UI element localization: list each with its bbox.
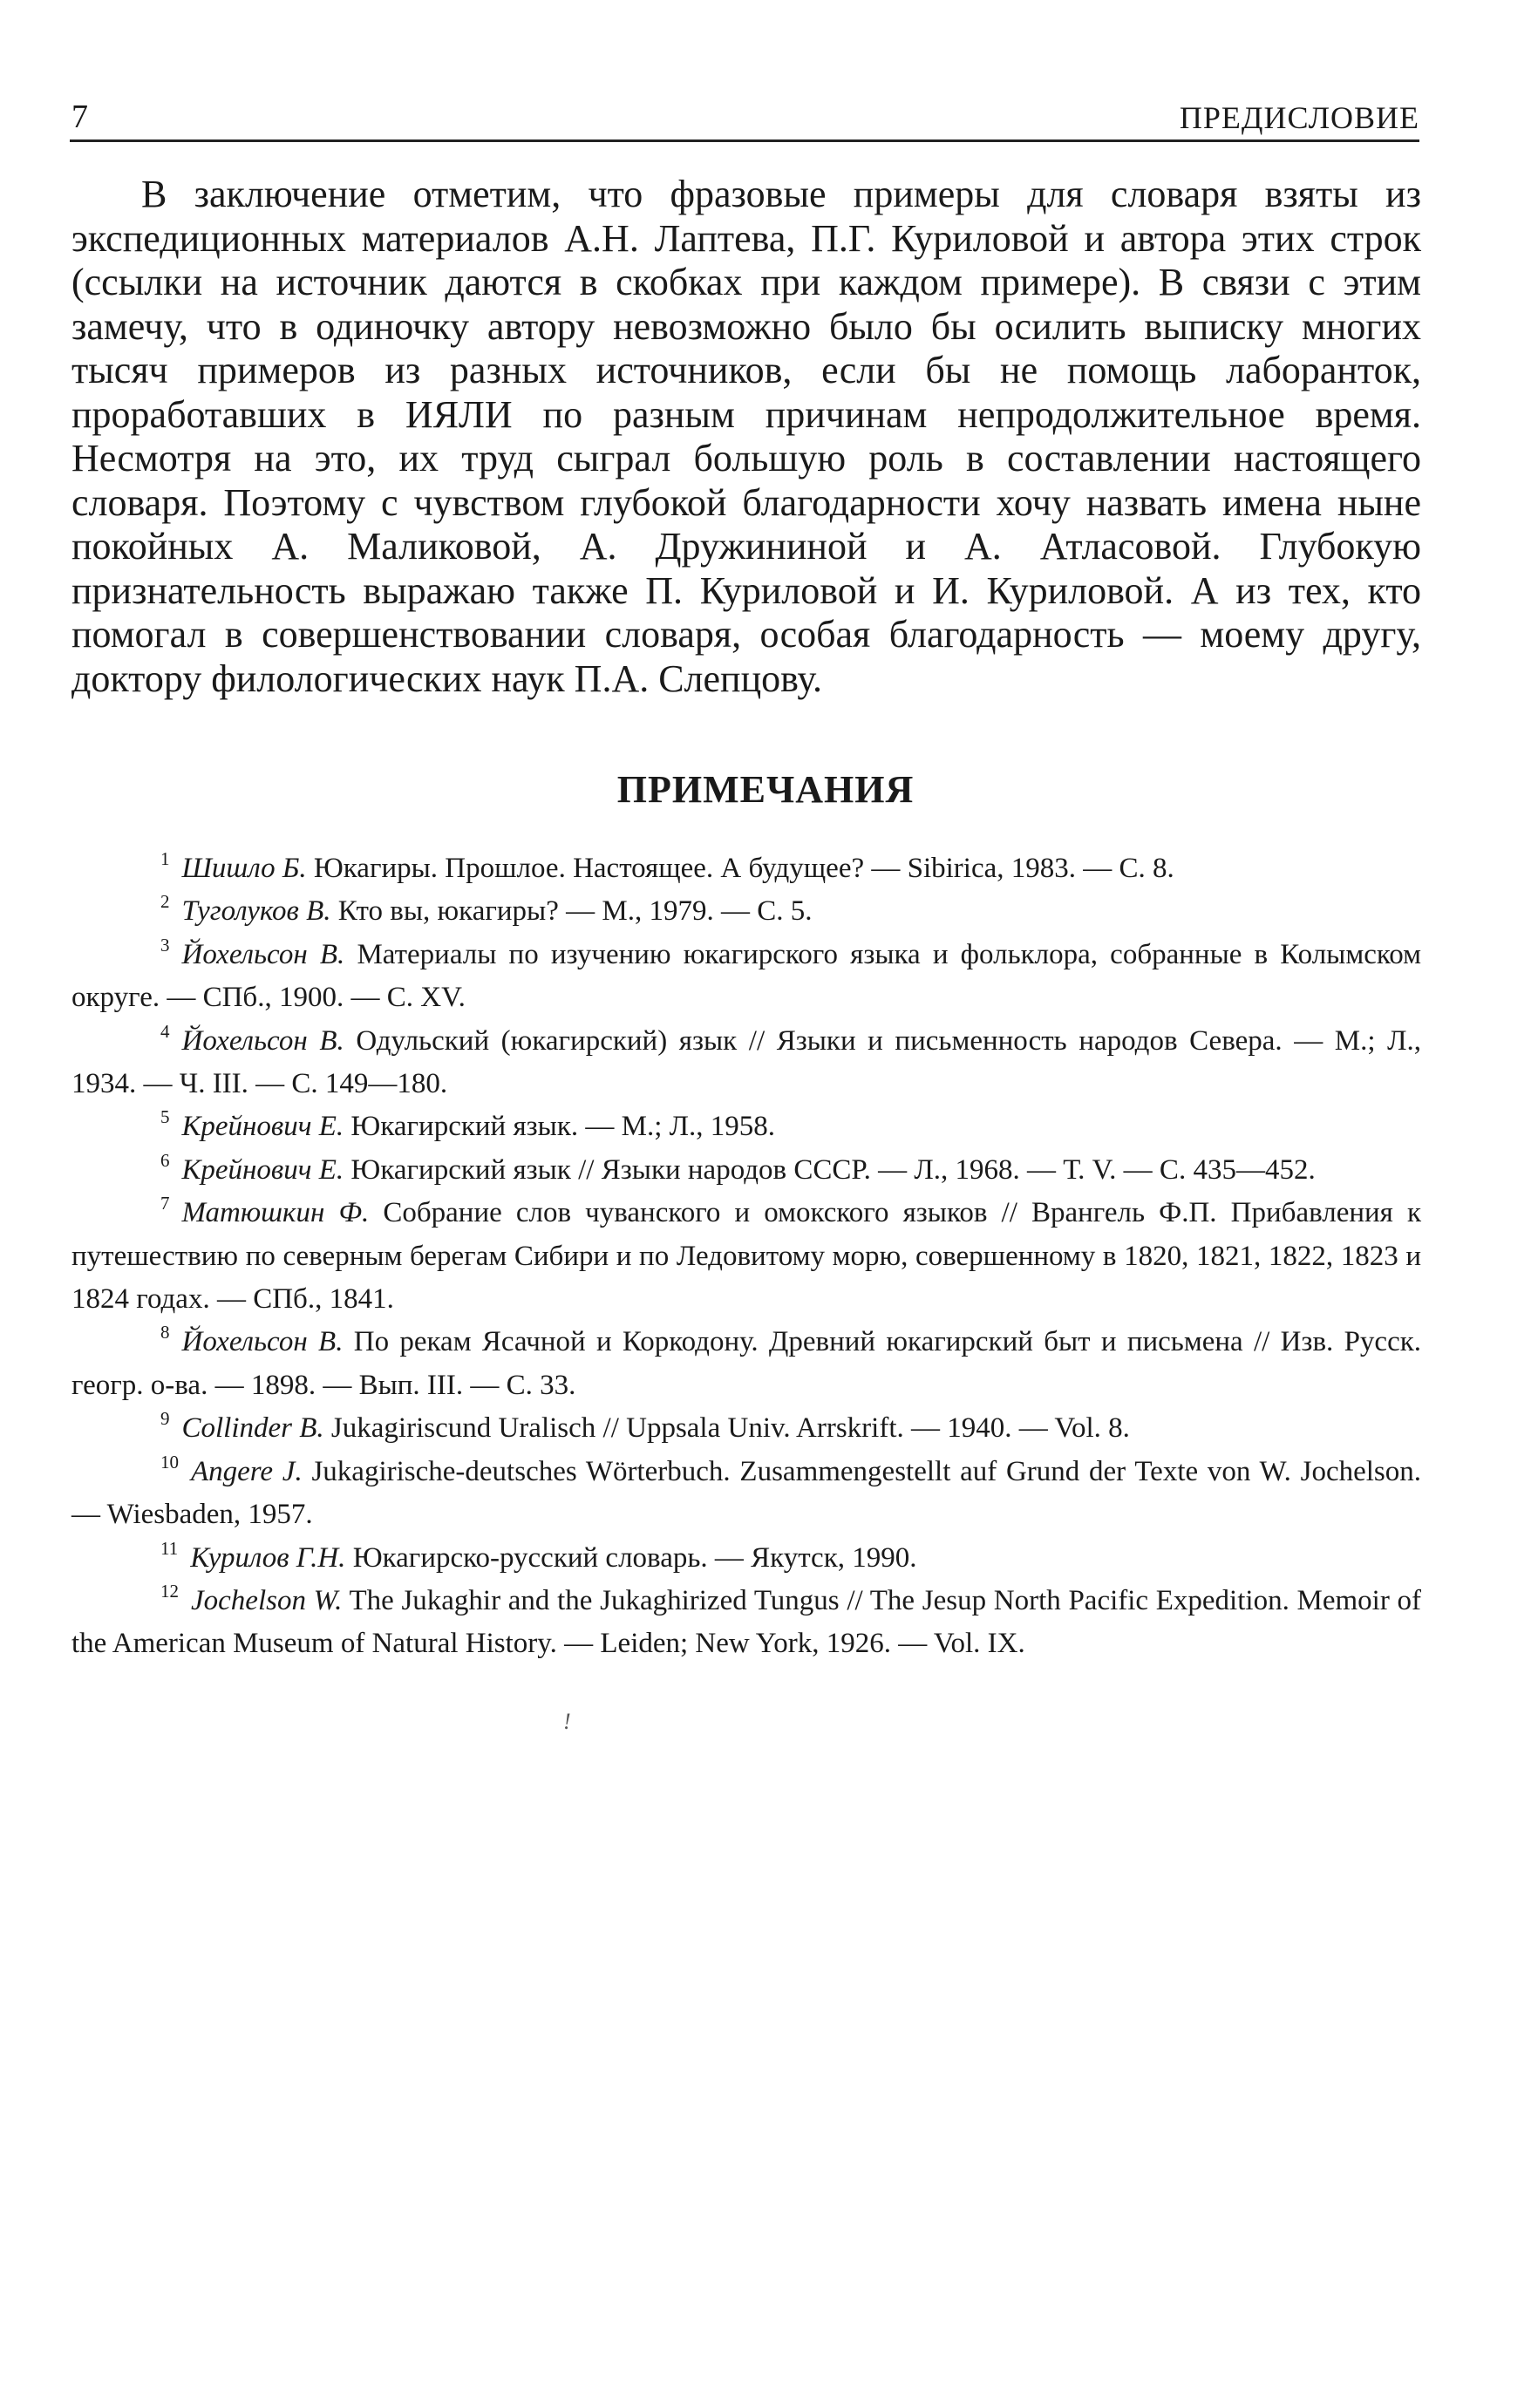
note-item — [71, 1537, 1421, 1580]
note-text: Jukagirische-deutsches Wörterbuch. Zusammengestellt auf Grund der Texte von W. Jochelson. — Wiesbaden, 1957. — [71, 1455, 1422, 1531]
note-author: Collinder B. — [181, 1412, 324, 1445]
note-author: Йохельсон В. — [181, 938, 345, 970]
note-text: Юкагирско-русский словарь. — Якутск, 1990. — [352, 1541, 917, 1574]
note-text: Юкагирский язык // Языки народов СССР. — Л., 1968. — Т. V. — С. 435—452. — [350, 1153, 1316, 1186]
note-item — [71, 934, 1421, 1020]
note-author: Матюшкин Ф. — [181, 1197, 370, 1229]
notes-heading: ПРИМЕЧАНИЯ — [616, 768, 915, 811]
note-text: Юкагирский язык. — М.; Л., 1958. — [350, 1111, 776, 1143]
note-author: Йохельсон В. — [181, 1024, 344, 1057]
notes-list — [71, 847, 1421, 1666]
note-number: 10 — [160, 1451, 179, 1473]
note-number: 4 — [160, 1020, 170, 1042]
note-item — [71, 1580, 1421, 1666]
note-item — [71, 1407, 1421, 1450]
note-number: 7 — [160, 1193, 170, 1214]
note-number: 2 — [160, 891, 170, 913]
note-number: 6 — [160, 1149, 170, 1171]
note-item — [71, 1321, 1421, 1407]
note-item — [71, 1451, 1421, 1537]
note-text: Юкагиры. Прошлое. Настоящее. А будущее? — Sibirica, 1983. — С. 8. — [313, 853, 1174, 884]
page-header — [70, 94, 1419, 142]
note-text: По рекам Ясачной и Коркодону. Древний юкагирский быт и письмена // Изв. Русск. геогр. о-ва. — 1898. — Вып. III. — С. 33. — [71, 1326, 1422, 1401]
stray-mark: ! — [563, 1709, 571, 1734]
note-item — [71, 890, 1421, 933]
note-author: Йохельсон В. — [181, 1326, 344, 1358]
note-author: Шишло Б. — [181, 853, 307, 884]
note-text: Кто вы, юкагиры? — М., 1979. — С. 5. — [337, 895, 813, 928]
note-author: Jochelson W. — [191, 1584, 343, 1616]
note-number: 5 — [160, 1106, 170, 1128]
note-author: Крейнович Е. — [181, 1153, 344, 1186]
note-text: The Jukaghir and the Jukaghirized Tungus // The Jesup North Pacific Expedition. Memoir of the American Museum of Natural History. — Leiden; New York, 1926. — Vol. IX. — [71, 1584, 1421, 1660]
body-paragraph: В заключение отметим, что фразовые примеры для словаря взяты из экспедиционных материалов А.Н. Лаптева, П.Г. Куриловой и автора этих строк (ссылки на источник даются в скобках при каждом примере). В связи с этим замечу, что в одиночку автору невозможно было бы осилить выписку многих тысяч примеров из разных источников, если бы не помощь лаборанток, проработавших в ИЯЛИ по разным причинам непродолжительное время. Несмотря на это, их труд сыграл большую роль в составлении настоящего словаря. Поэтому с чувством глубокой благодарности хочу назвать имена ныне покойных А. Маликовой, А. Дружининой и А. Атласовой. Глубокую признательность выражаю также П. Куриловой и И. Куриловой. А из тех, кто помогал в совершенствовании словаря, особая благодарность — моему другу, доктору филологических наук П.А. Слепцову. — [71, 173, 1421, 700]
note-number: 8 — [160, 1322, 170, 1343]
note-text: Материалы по изучению юкагирского языка и фольклора, собранные в Колымском округе. — СПб., 1900. — С. XV. — [71, 938, 1421, 1014]
note-number: 1 — [160, 848, 170, 869]
note-item — [71, 1149, 1421, 1192]
note-author: Крейнович Е. — [181, 1111, 344, 1143]
running-title: ПРЕДИСЛОВИЕ — [1179, 100, 1419, 135]
body-text — [71, 173, 1421, 701]
note-item — [71, 847, 1421, 890]
note-text: Одульский (юкагирский) язык // Языки и письменность народов Севера. — М.; Л., 1934. — Ч. III. — С. 149—180. — [71, 1024, 1422, 1100]
note-author: Angere J. — [191, 1455, 303, 1487]
page-number: 7 — [71, 99, 88, 135]
note-number: 3 — [160, 934, 170, 956]
note-item — [71, 1192, 1421, 1321]
note-author: Туголуков В. — [181, 895, 331, 928]
note-number: 11 — [160, 1537, 179, 1559]
note-text: Собрание слов чуванского и омокского языков // Врангель Ф.П. Прибавления к путешествию по северным берегам Сибири и по Ледовитому морю, совершенному в 1820, 1821, 1822, 1823 и 1824 годах. — СПб., 1841. — [71, 1197, 1421, 1316]
note-author: Курилов Г.Н. — [190, 1541, 346, 1574]
note-number: 12 — [160, 1580, 179, 1602]
note-number: 9 — [160, 1408, 170, 1430]
note-text: Jukagiriscund Uralisch // Uppsala Univ. Arrskrift. — 1940. — Vol. 8. — [330, 1412, 1130, 1445]
note-item — [71, 1020, 1421, 1106]
note-item — [71, 1105, 1421, 1148]
